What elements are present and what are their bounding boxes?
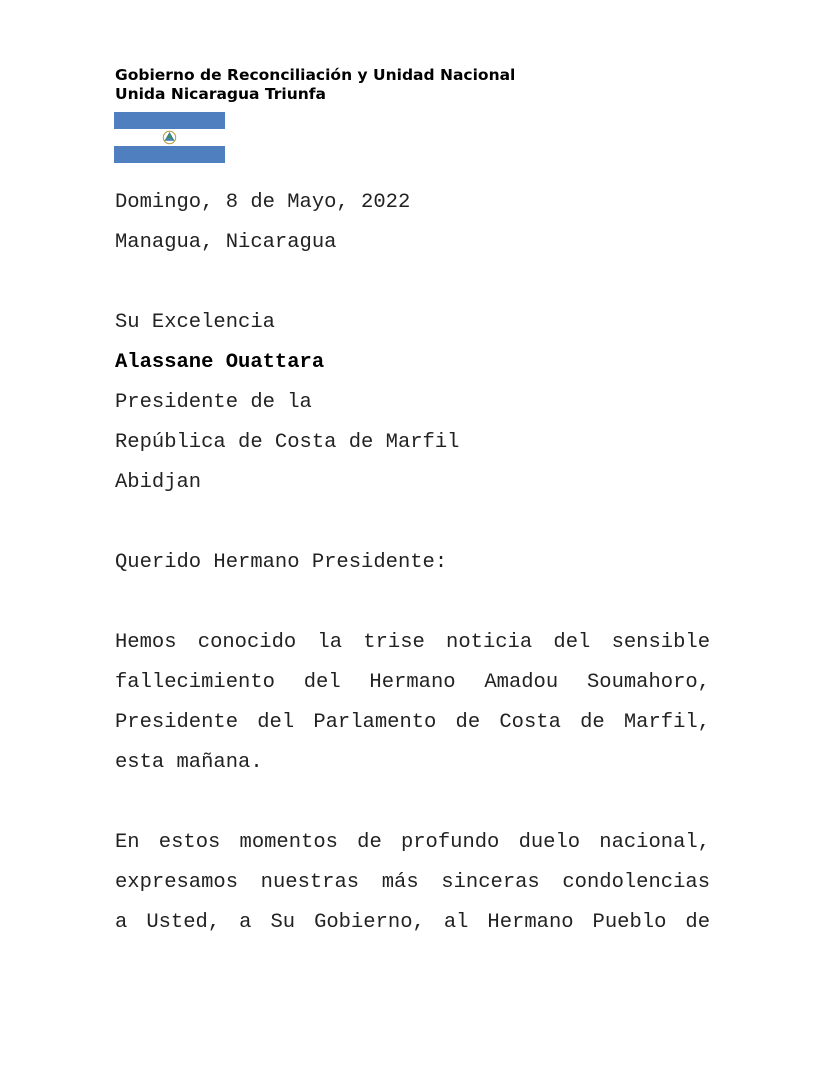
blank-line	[115, 583, 710, 623]
letterhead-government-name: Gobierno de Reconciliación y Unidad Nacional	[115, 66, 516, 84]
letterhead-motto: Unida Nicaragua Triunfa	[115, 85, 327, 103]
paragraph-line: En estos momentos de profundo duelo nacional,	[115, 831, 710, 854]
nicaragua-flag-icon	[114, 112, 225, 163]
recipient-name: Alassane Ouattara	[115, 351, 325, 374]
recipient-title-line1: Presidente de la	[115, 391, 312, 414]
paragraph-line: a Usted, a Su Gobierno, al Hermano Pueblo de	[115, 911, 710, 934]
blank-line	[115, 783, 710, 823]
letter-body	[115, 183, 710, 943]
paragraph-condolence-news	[115, 623, 710, 783]
letterhead	[115, 66, 515, 104]
letter-date: Domingo, 8 de Mayo, 2022	[115, 191, 411, 214]
blank-line	[115, 503, 710, 543]
paragraph-line: expresamos nuestras más sinceras condolencias	[115, 871, 710, 894]
letter-greeting: Querido Hermano Presidente:	[115, 551, 448, 574]
paragraph-condolences	[115, 823, 710, 943]
paragraph-line: Presidente del Parlamento de Costa de Marfil,	[115, 711, 710, 734]
recipient-salutation: Su Excelencia	[115, 311, 275, 334]
blank-line	[115, 263, 710, 303]
letter-place: Managua, Nicaragua	[115, 231, 337, 254]
paragraph-line: Hemos conocido la trise noticia del sensible	[115, 631, 710, 654]
recipient-title-line2: República de Costa de Marfil	[115, 431, 460, 454]
paragraph-line: esta mañana.	[115, 751, 263, 774]
paragraph-line: fallecimiento del Hermano Amadou Soumahoro,	[115, 671, 710, 694]
recipient-city: Abidjan	[115, 471, 202, 494]
